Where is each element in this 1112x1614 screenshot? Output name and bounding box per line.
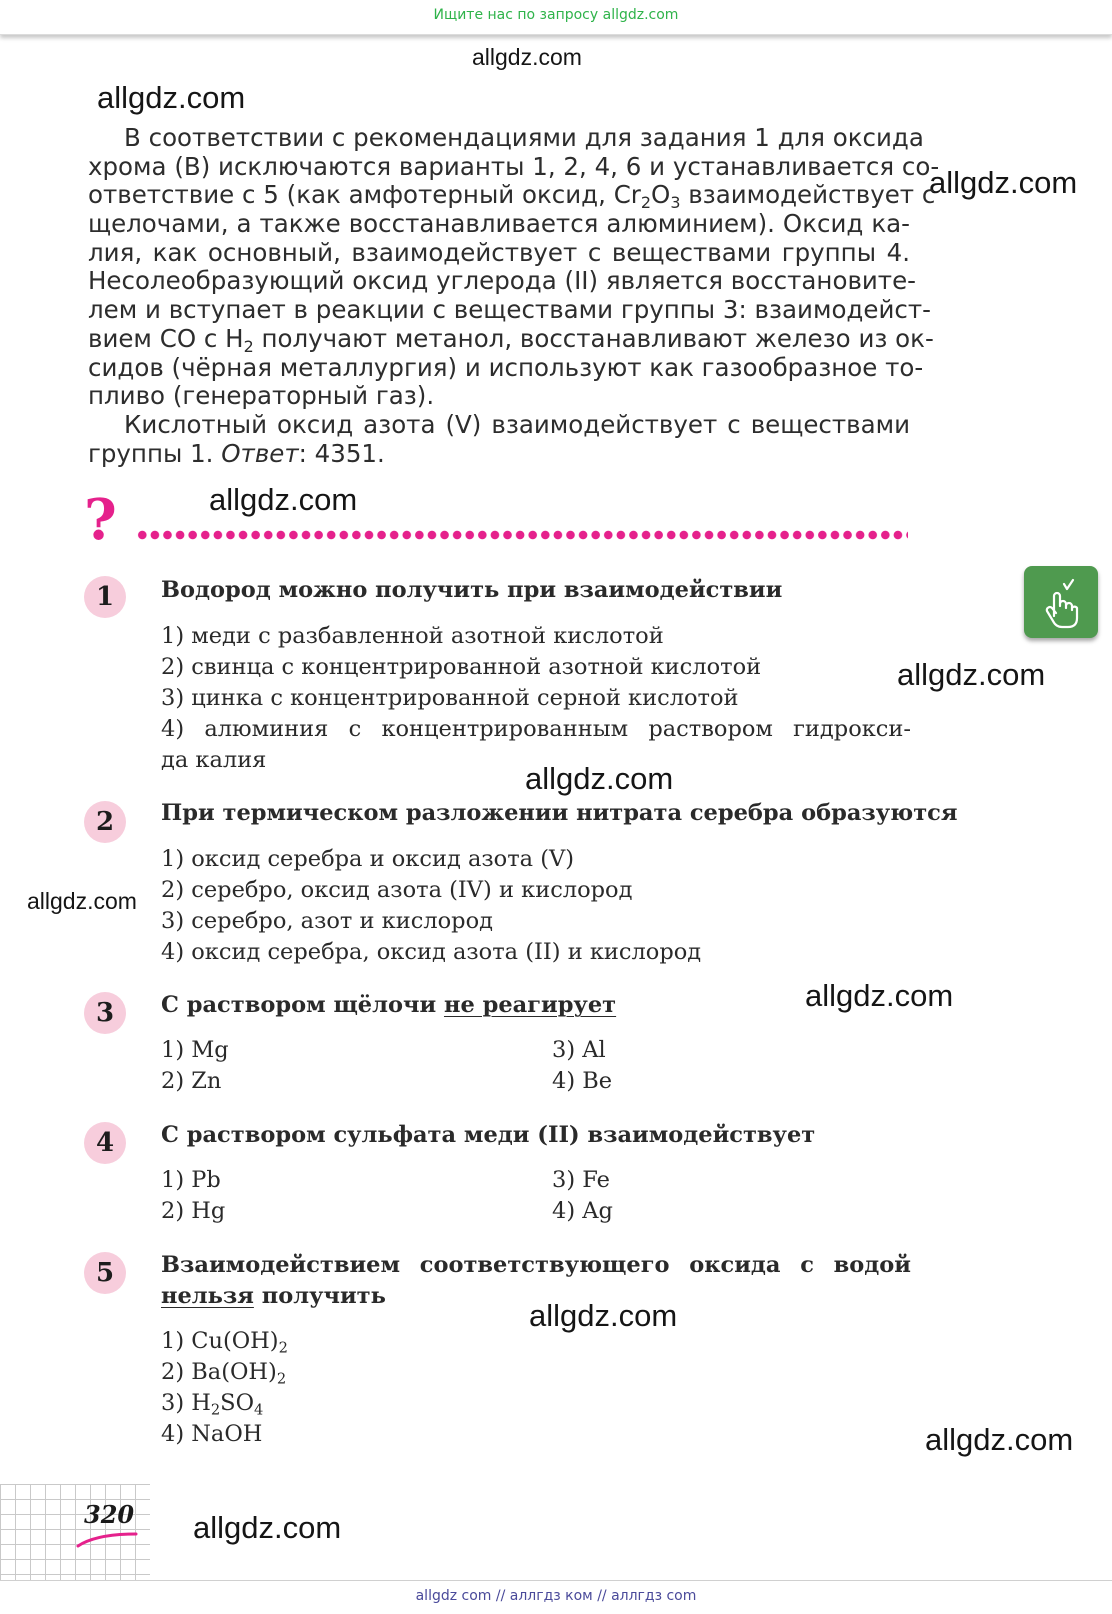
answer-option: 4) Ag: [552, 1198, 613, 1224]
answer-option: 3) серебро, азот и кислород: [161, 908, 493, 934]
answer-option: 4) NaOH: [161, 1421, 263, 1447]
text-line: Кислотный оксид азота (V) взаимодействует с веществами: [124, 409, 910, 439]
answer-option: 1) $Cu(OH)_2$: [161, 1328, 288, 1357]
text-line: В соответствии с рекомендациями для задания 1 для оксида: [124, 123, 924, 152]
question-prompt: С раствором сульфата меди (II) взаимодействует: [161, 1122, 816, 1148]
question-number-badge: 2: [84, 801, 126, 843]
text-line: лия, как основный, взаимодействует с веществами группы 4.: [88, 237, 910, 267]
text-line: щелочами, а также восстанавливается алюминием). Оксид ка-: [88, 209, 910, 239]
text-line: хрома (В) исключаются варианты 1, 2, 4, 6 и устанавливается со-: [88, 151, 940, 181]
answer-option: 4) оксид серебра, оксид азота (II) и кислород: [161, 939, 702, 965]
answer-option: 2) Zn: [161, 1068, 222, 1094]
solution-text: [88, 123, 940, 468]
question-number-badge: 1: [84, 576, 126, 618]
watermark: allgdz.com: [805, 978, 954, 1013]
footer-divider: [0, 1580, 1112, 1581]
answer-option: 1) Mg: [161, 1037, 229, 1063]
answer-option: 3) $H_2SO_4$: [161, 1390, 264, 1419]
page-number: 320: [84, 1500, 135, 1529]
answer-option: 2) свинца с концентрированной азотной кислотой: [161, 654, 762, 680]
watermark: allgdz.com: [925, 1422, 1074, 1457]
dotted-divider: [136, 530, 908, 540]
footer-text: allgdz com // аллгдз ком // аллгдз com: [415, 1588, 697, 1604]
answer-option: 1) оксид серебра и оксид азота (V): [161, 846, 575, 872]
text-line: сидов (чёрная металлургия) и используют как газообразное то-: [88, 352, 924, 382]
watermark: allgdz.com: [929, 165, 1078, 200]
answer-option: 4) Be: [552, 1068, 613, 1094]
question-prompt: С раствором щёлочи не реагирует: [161, 992, 617, 1018]
watermark: allgdz.com: [209, 482, 358, 517]
answer-option: 2) серебро, оксид азота (IV) и кислород: [161, 877, 633, 903]
answer-option: 1) Pb: [161, 1167, 221, 1193]
watermark: allgdz.com: [97, 80, 246, 115]
question-prompt: Водород можно получить при взаимодействии: [161, 577, 783, 603]
question-prompt: Взаимодействием соответствующего оксида с водой: [161, 1252, 911, 1278]
answer-line: группы 1. Ответ: 4351.: [88, 438, 385, 468]
watermark: allgdz.com: [897, 657, 1046, 692]
question-number-badge: 5: [84, 1252, 126, 1294]
emphasis-text: не реагирует: [443, 992, 617, 1018]
page-number-swoosh-icon: [76, 1530, 140, 1550]
hand-pointer-icon: [1024, 566, 1098, 638]
answer-option: 3) Fe: [552, 1167, 610, 1193]
text-line: Несолеобразующий оксид углерода (II) является восстановите-: [88, 266, 916, 296]
question-mark-icon: ?: [84, 487, 117, 553]
answer-option: 3) Al: [552, 1037, 606, 1063]
answer-option: 2) $Ba(OH)_2$: [161, 1359, 287, 1388]
watermark: allgdz.com: [193, 1510, 342, 1545]
text-line: пливо (генераторный газ).: [88, 381, 435, 411]
question-prompt-continued: нельзя получить: [161, 1283, 386, 1309]
question-number-badge: 3: [84, 992, 126, 1034]
top-banner: [0, 0, 1112, 35]
answer-option-continued: да калия: [161, 747, 267, 773]
answer-label: Ответ: [221, 438, 299, 468]
question-number-badge: 4: [84, 1122, 126, 1164]
answer-value: : 4351.: [298, 438, 385, 468]
emphasis-text: нельзя: [161, 1283, 254, 1309]
text-line: вием CO с $H_2$ получают метанол, восстанавливают железо из ок-: [88, 323, 934, 356]
question-prompt: При термическом разложении нитрата серебра образуются: [161, 800, 958, 826]
answer-option: 4) алюминия с концентрированным раствором гидрокси-: [161, 716, 911, 742]
watermark: allgdz.com: [27, 888, 137, 914]
watermark: allgdz.com: [525, 761, 674, 796]
text-line: лем и вступает в реакции с веществами группы 3: взаимодейст-: [88, 295, 931, 325]
answer-option: 2) Hg: [161, 1198, 226, 1224]
watermark: allgdz.com: [472, 44, 582, 70]
answer-option: 3) цинка с концентрированной серной кислотой: [161, 685, 739, 711]
watermark: allgdz.com: [529, 1298, 678, 1333]
text-line: ответствие с 5 (как амфотерный оксид, $Cr_2O_3$ взаимодействует с: [88, 180, 936, 213]
top-banner-text: Ищите нас по запросу allgdz.com: [433, 7, 679, 23]
answer-option: 1) меди с разбавленной азотной кислотой: [161, 623, 664, 649]
hand-pointer-button[interactable]: [1024, 566, 1098, 638]
